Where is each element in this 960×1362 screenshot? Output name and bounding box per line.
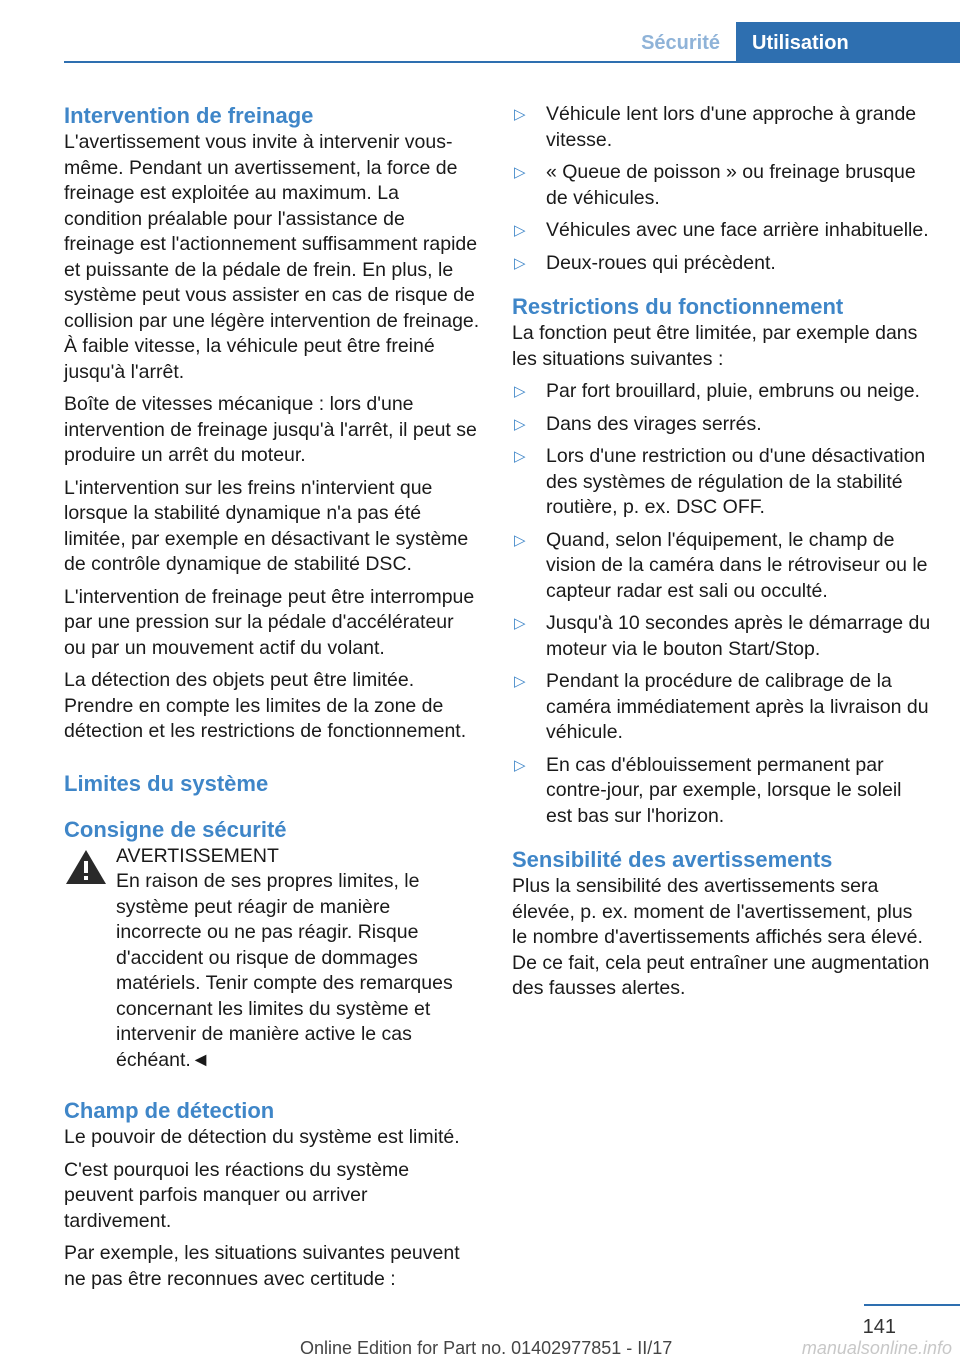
- triangle-right-icon: ▷: [514, 164, 526, 181]
- triangle-right-icon: ▷: [514, 383, 526, 400]
- triangle-right-icon: ▷: [514, 415, 526, 433]
- triangle-right-icon: ▷: [514, 673, 526, 690]
- triangle-right-icon: ▷: [514, 615, 526, 632]
- list-item: ▷ En cas d'éblouissement permanent par contre-jour, par exemple, lorsque le soleil est bas sur l'horizon.: [514, 753, 902, 827]
- tab-utilisation[interactable]: Utilisation: [736, 22, 960, 62]
- triangle-right-icon: ▷: [514, 531, 526, 549]
- heading-sensibilite: Sensibilité des avertissements: [512, 847, 833, 872]
- list-item: ▷ Jusqu'à 10 secondes après le démarrage du moteur via le bouton Start/Stop.: [514, 612, 931, 660]
- paragraph: Par exemple, les situations suivantes peuvent ne pas être reconnues avec certitude :: [64, 1242, 460, 1290]
- right-column: [512, 102, 932, 1009]
- triangle-right-icon: ▷: [514, 756, 526, 774]
- triangle-right-icon: ▷: [514, 106, 526, 123]
- list-restrictions: [512, 379, 932, 829]
- triangle-right-icon: ▷: [514, 254, 526, 272]
- heading-restrictions: Restrictions du fonctionnement: [512, 294, 844, 319]
- triangle-right-icon: ▷: [514, 222, 526, 239]
- footer-rule: [864, 1304, 960, 1306]
- heading-champ: Champ de détection: [64, 1098, 275, 1123]
- warning-triangle-icon: [64, 848, 108, 886]
- list-item: ▷ Lors d'une restriction ou d'une désactivation des systèmes de régulation de la stabilité routière, p. ex. DSC OFF.: [514, 445, 926, 518]
- list-situations: [512, 102, 932, 276]
- heading-consigne: Consigne de sécurité: [64, 816, 287, 842]
- list-item: ▷ Par fort brouillard, pluie, embruns ou neige.: [514, 380, 920, 402]
- paragraph: L'intervention sur les freins n'intervient que lorsque la stabilité dynamique n'a pas été limitée, par exemple en désactivant le système de contrôle dynamique de stabilité DSC.: [64, 476, 469, 575]
- heading-limites: Limites du système: [64, 770, 269, 796]
- list-item: ▷ Deux-roues qui précèdent.: [514, 251, 776, 274]
- watermark: manualsonline.info: [801, 1338, 952, 1358]
- paragraph: Le pouvoir de détection du système est limité.: [64, 1126, 460, 1148]
- list-item: ▷ Véhicules avec une face arrière inhabituelle.: [514, 219, 929, 241]
- warning-box: [64, 844, 480, 1074]
- footer-edition: Online Edition for Part no. 01402977851 - II/17: [300, 1338, 673, 1358]
- paragraph: La fonction peut être limitée, par exemple dans les situations suivantes :: [512, 322, 918, 370]
- paragraph: Plus la sensibilité des avertissements sera élevée, p. ex. moment de l'avertissement, plus le nombre d'avertissements affichés sera élevé. De ce fait, cela peut entraîner une augmentation des fausses alertes.: [512, 875, 930, 999]
- tab-securite[interactable]: Sécurité: [641, 32, 720, 54]
- list-item: ▷ Quand, selon l'équipement, le champ de vision de la caméra dans le rétroviseur ou le capteur radar est sali ou occulté.: [514, 528, 928, 602]
- left-column: [64, 102, 480, 1299]
- paragraph: L'intervention de freinage peut être interrompue par une pression sur la pédale d'accélérateur ou par un mouvement actif du volant.: [64, 585, 475, 659]
- paragraph: Boîte de vitesses mécanique : lors d'une intervention de freinage jusqu'à l'arrêt, il peut se produire un arrêt du moteur.: [64, 393, 477, 466]
- warning-body: En raison de ses propres limites, le système peut réagir de manière incorrecte ou ne pas réagir. Risque d'accident ou risque de dommages matériels. Tenir compte des remarques concernant les limites du système et intervenir de manière active le cas échéant.: [116, 870, 453, 1071]
- paragraph: La détection des objets peut être limitée. Prendre en compte les limites de la zone de détection et les restrictions de fonctionnement.: [64, 669, 467, 742]
- list-item: ▷ Véhicule lent lors d'une approche à grande vitesse.: [514, 103, 917, 151]
- paragraph: L'avertissement vous invite à intervenir vous-même. Pendant un avertissement, la force de freinage est exploitée au maximum. La condition préalable pour l'assistance de freinage est l'actionnement suffisamment rapide et puissante de la pédale de frein. En plus, le système peut vous assister en cas de risque de collision par une légère intervention de freinage. À faible vitesse, la véhicule peut être freiné jusqu'à l'arrêt.: [64, 131, 480, 383]
- list-item: ▷ « Queue de poisson » ou freinage brusque de véhicules.: [514, 161, 916, 209]
- triangle-right-icon: ▷: [514, 448, 526, 465]
- end-marker: ◄: [190, 1048, 211, 1071]
- heading-intervention: Intervention de freinage: [64, 103, 314, 128]
- list-item: ▷ Dans des virages serrés.: [514, 412, 762, 435]
- paragraph: C'est pourquoi les réactions du système peuvent parfois manquer ou arriver tardivement.: [64, 1158, 410, 1232]
- warning-title: AVERTISSEMENT: [116, 844, 279, 867]
- page-number: 141: [862, 1316, 896, 1338]
- list-item: ▷ Pendant la procédure de calibrage de la caméra immédiatement après la livraison du véhicule.: [514, 670, 929, 743]
